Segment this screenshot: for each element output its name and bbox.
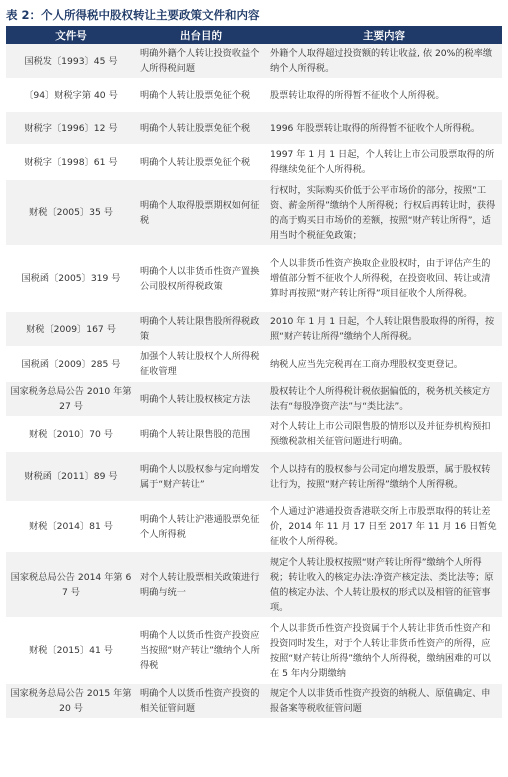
table-row [6,180,502,246]
doc-number-cell: 〔94〕财税字第 40 号 [6,79,136,112]
table-row [6,44,502,79]
purpose-cell: 明确个人以货币性资产投资应当按照“财产转让”缴纳个人所得税 [136,618,266,684]
doc-number-cell: 国家税务总局公告 2015 年第 20 号 [6,684,136,719]
doc-number-cell: 国税函〔2005〕319 号 [6,246,136,312]
content-cell: 股权转让个人所得税计税依据偏低的，税务机关核定方法有“每股净资产法”与“类比法”。 [266,382,502,417]
table-header [6,26,502,44]
header-main-content: 主要内容 [266,26,502,44]
doc-number-cell: 财税函〔2011〕89 号 [6,452,136,502]
content-cell: 1997 年 1 月 1 日起，个人转让上市公司股票取得的所得继续免征个人所得税。 [266,145,502,180]
doc-number-cell: 国家税总局公告 2014 年第 67 号 [6,552,136,618]
content-cell: 个人以非货币性资产投资属于个人转让非货币性资产和投资同时发生，对于个人转让非货币性资产的所得，应按照“财产转让所得”缴纳个人所得税，缴纳困难的可以在 5 年内分期缴纳 [266,618,502,684]
table-row [6,312,502,347]
table-row [6,382,502,417]
doc-number-cell: 财税〔2010〕70 号 [6,417,136,452]
content-cell: 个人通过沪港通投资香港联交所上市股票取得的转让差价，2014 年 11 月 17 日至 2017 年 11 月 16 日暂免征收个人所得税。 [266,502,502,552]
purpose-cell: 明确个人转让限售股的范围 [136,417,266,452]
purpose-cell: 明确个人转让股票免征个税 [136,79,266,112]
purpose-cell: 明确个人转让股票免征个税 [136,112,266,145]
content-cell: 股票转让取得的所得暂不征收个人所得税。 [266,79,502,112]
table-row [6,417,502,452]
table-row [6,452,502,502]
table-row [6,79,502,112]
doc-number-cell: 财税字〔1996〕12 号 [6,112,136,145]
content-cell: 规定个人以非货币性资产投资的纳税人、原值确定、申报备案等税收征管问题 [266,684,502,719]
table-row [6,347,502,382]
purpose-cell: 明确个人以非货币性资产置换公司股权所得税政策 [136,246,266,312]
header-purpose: 出台目的 [136,26,266,44]
content-cell: 个人以持有的股权参与公司定向增发股票，属于股权转让行为，按照“财产转让所得”缴纳个人所得税。 [266,452,502,502]
content-cell: 纳税人应当先完税再在工商办理股权变更登记。 [266,347,502,382]
header-document-number: 文件号 [6,26,136,44]
content-cell: 对个人转让上市公司限售股的情形以及并征券机构预扣预缴税款相关征管问题进行明确。 [266,417,502,452]
table-title: 表 2：个人所得税中股权转让主要政策文件和内容 [6,8,260,22]
content-cell: 外籍个人取得超过投资额的转让收益, 依 20%的税率缴纳个人所得税。 [266,44,502,79]
purpose-cell: 明确个人以货币性资产投资的相关征管问题 [136,684,266,719]
doc-number-cell: 财税〔2014〕81 号 [6,502,136,552]
doc-number-cell: 财税〔2005〕35 号 [6,180,136,246]
purpose-cell: 明确个人转让股票免征个税 [136,145,266,180]
purpose-cell: 对个人转让股票相关政策进行明确与统一 [136,552,266,618]
content-cell: 1996 年股票转让取得的所得暂不征收个人所得税。 [266,112,502,145]
table-row [6,552,502,618]
doc-number-cell: 财税字〔1998〕61 号 [6,145,136,180]
table-row [6,684,502,719]
content-cell: 行权时，实际购买价低于公平市场价的部分，按照“工资、薪金所得”缴纳个人所得税；行权后再转让时，获得的高于购买日市场价的差额，按照“财产转让所得”，适用当时个税征免政策； [266,180,502,246]
table-row [6,112,502,145]
table-row [6,145,502,180]
purpose-cell: 明确个人转让股权核定方法 [136,382,266,417]
content-cell: 2010 年 1 月 1 日起，个人转让限售股取得的所得，按照“财产转让所得”缴纳个人所得税。 [266,312,502,347]
content-cell: 规定个人转让股权按照“财产转让所得”缴纳个人所得税；转让收入的核定办法:净资产核定法、类比法等；原值的核定办法、个人转让股权的形式以及相管的征管事项。 [266,552,502,618]
table-row [6,618,502,684]
content-cell: 个人以非货币性资产换取企业股权时，由于评估产生的增值部分暂不征收个人所得税，在投资收回、转让或清算时再按照“财产转让所得”项目征收个人所得税。 [266,246,502,312]
purpose-cell: 明确个人以股权参与定向增发属于“财产转让” [136,452,266,502]
purpose-cell: 明确个人取得股票期权如何征税 [136,180,266,246]
doc-number-cell: 财税〔2015〕41 号 [6,618,136,684]
purpose-cell: 明确个人转让沪港通股票免征个人所得税 [136,502,266,552]
table-row [6,502,502,552]
purpose-cell: 加强个人转让股权个人所得税征收管理 [136,347,266,382]
doc-number-cell: 国税函〔2009〕285 号 [6,347,136,382]
table-body [6,44,502,719]
table-row [6,246,502,312]
purpose-cell: 明确外籍个人转让投资收益个人所得税问题 [136,44,266,79]
policy-table [6,26,502,719]
doc-number-cell: 国税发〔1993〕45 号 [6,44,136,79]
doc-number-cell: 财税〔2009〕167 号 [6,312,136,347]
doc-number-cell: 国家税务总局公告 2010 年第 27 号 [6,382,136,417]
purpose-cell: 明确个人转让限售股所得税政策 [136,312,266,347]
